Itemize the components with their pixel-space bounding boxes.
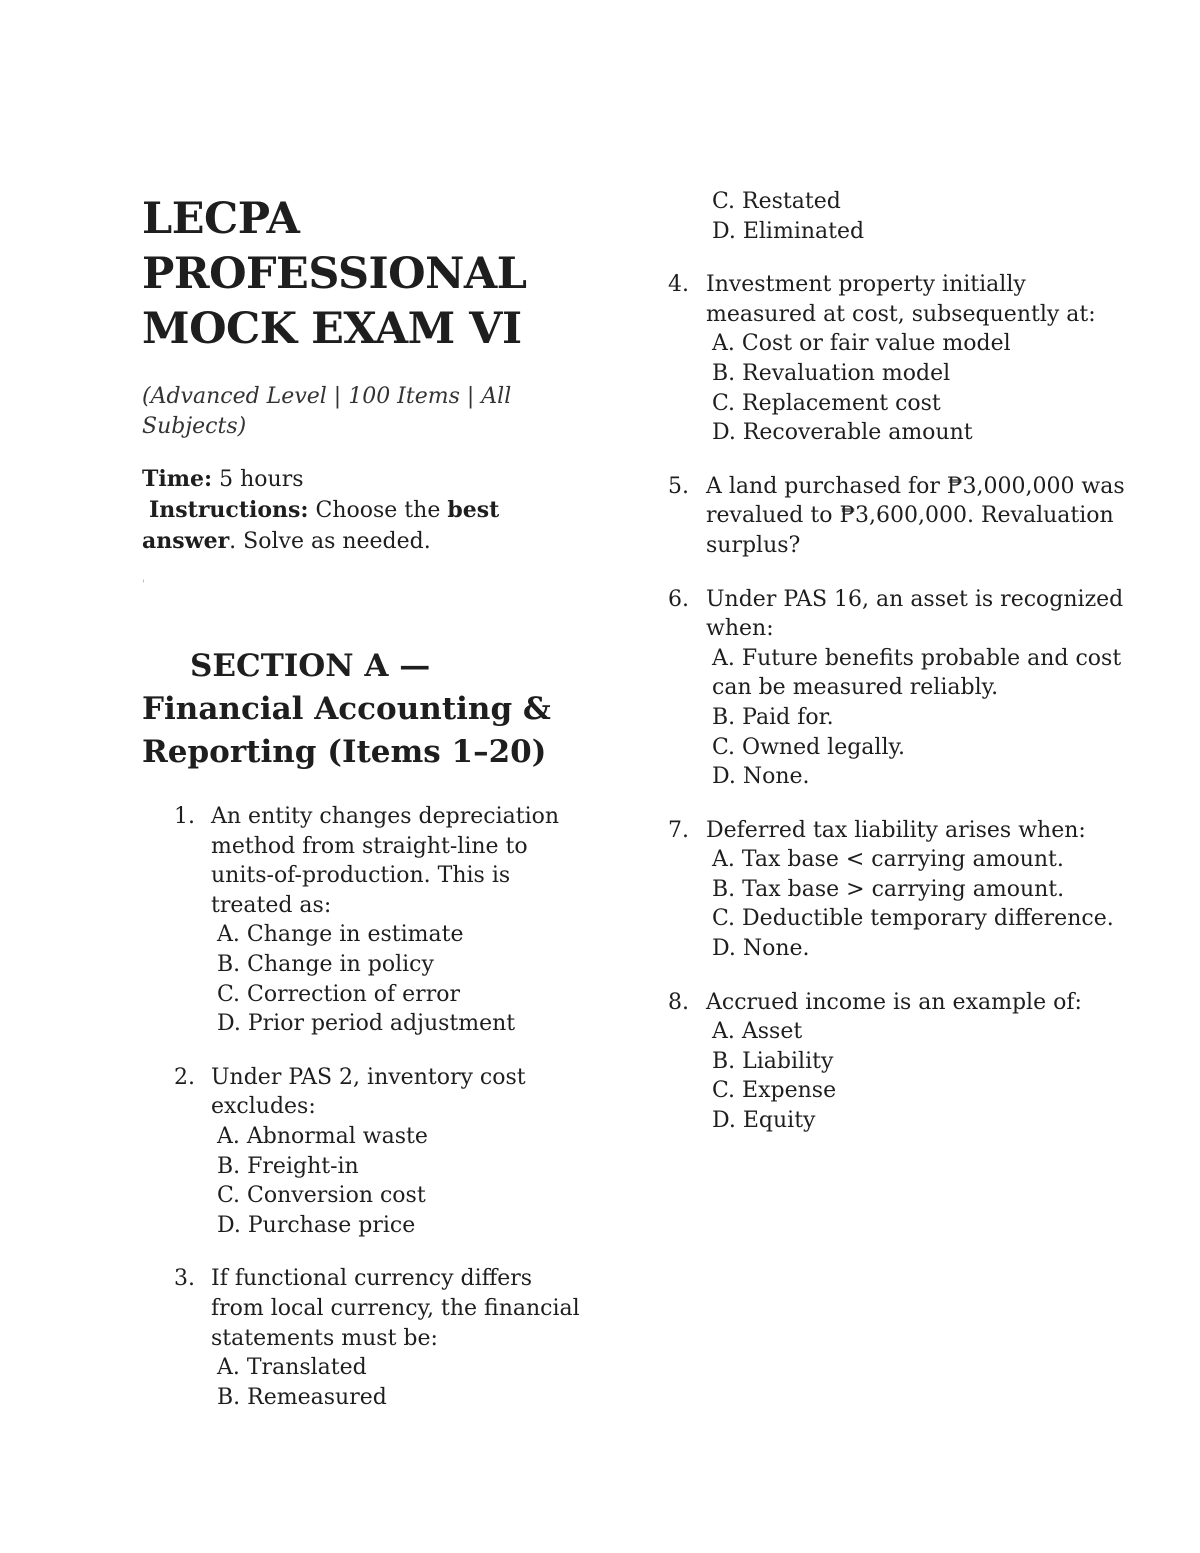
answer-option: B. Tax base > carrying amount. — [712, 876, 1065, 902]
question-text: An entity changes depreciation method from straight-line to units-of-production. This is treated as: — [211, 804, 560, 918]
answer-option: A. Abnormal waste — [217, 1123, 428, 1149]
question-text: Under PAS 2, inventory cost excludes: — [211, 1064, 526, 1120]
question-number: 4. — [668, 272, 689, 298]
answer-option: C. Deductible temporary difference. — [712, 906, 1114, 932]
question-number: 8. — [668, 989, 689, 1015]
instructions-line — [142, 495, 582, 557]
right-column — [668, 187, 1138, 1160]
exam-title — [142, 192, 582, 357]
question-item — [668, 816, 1138, 964]
answer-option: D. Recoverable amount — [712, 420, 973, 446]
time-value: 5 hours — [212, 467, 304, 492]
question-item — [668, 585, 1138, 792]
question-text: A land purchased for ₱3,000,000 was revalued to ₱3,600,000. Revaluation surplus? — [706, 473, 1125, 558]
answer-option: D. Eliminated — [712, 218, 865, 244]
answer-option: A. Cost or fair value model — [712, 331, 1011, 357]
section-heading — [142, 645, 582, 774]
question-number: 6. — [668, 586, 689, 612]
stray-mark: ' — [142, 579, 145, 590]
answer-option: C. Restated — [712, 189, 841, 214]
title-line: PROFESSIONAL — [142, 249, 527, 299]
question-text: If functional currency differs from local currency, the financial statements must be: — [211, 1266, 580, 1351]
question-item — [142, 802, 582, 1039]
question-item — [668, 472, 1138, 561]
question-list — [142, 802, 582, 1412]
exam-meta — [142, 464, 582, 557]
question-number: 5. — [668, 473, 689, 499]
left-column — [142, 192, 582, 1436]
question-number: 1. — [174, 804, 195, 829]
section-heading-line: Reporting (Items 1–20) — [142, 734, 547, 770]
question-number: 3. — [174, 1266, 195, 1292]
question-text: Deferred tax liability arises when: — [706, 817, 1086, 843]
instructions-emphasis: answer — [142, 528, 230, 554]
section-heading-line: SECTION A — — [190, 648, 431, 684]
answer-option: B. Revaluation model — [712, 360, 951, 386]
answer-option: B. Remeasured — [217, 1384, 387, 1410]
answer-option: B. Freight-in — [217, 1153, 359, 1179]
answer-option: D. Purchase price — [217, 1212, 416, 1238]
answer-option: C. Conversion cost — [217, 1183, 426, 1209]
answer-option: B. Liability — [712, 1048, 834, 1074]
question-number: 7. — [668, 817, 689, 843]
answer-option: D. Prior period adjustment — [217, 1011, 516, 1037]
answer-option: A. Future benefits probable and cost can be measured reliably. — [712, 645, 1122, 701]
answer-option: A. Tax base < carrying amount. — [712, 847, 1064, 873]
question-continuation — [668, 187, 1138, 246]
answer-option: A. Asset — [712, 1019, 803, 1045]
question-text: Accrued income is an example of: — [706, 989, 1082, 1015]
time-label: Time: — [142, 466, 213, 492]
answer-option: B. Change in policy — [217, 951, 434, 977]
answer-option: A. Change in estimate — [217, 922, 464, 948]
section-heading-line: Financial Accounting & — [142, 691, 551, 727]
question-item — [142, 1063, 582, 1241]
instructions-label: Instructions: — [149, 497, 309, 523]
time-line — [142, 464, 582, 495]
answer-option: D. None. — [712, 764, 810, 790]
answer-option: C. Correction of error — [217, 981, 460, 1007]
answer-option: B. Paid for. — [712, 704, 834, 730]
answer-option: C. Expense — [712, 1078, 837, 1104]
answer-option: D. None. — [712, 936, 810, 962]
exam-subtitle: (Advanced Level | 100 Items | All Subjects) — [142, 384, 512, 439]
answer-option: D. Equity — [712, 1108, 816, 1134]
answer-option: C. Owned legally. — [712, 734, 905, 760]
title-line: MOCK EXAM VI — [142, 304, 522, 354]
answer-option: C. Replacement cost — [712, 390, 941, 416]
question-item — [142, 1264, 582, 1412]
question-list — [668, 270, 1138, 1135]
title-line: LECPA — [142, 194, 300, 244]
instructions-text: Choose the — [308, 498, 448, 523]
instructions-text: . Solve as needed. — [229, 529, 431, 554]
question-number: 2. — [174, 1064, 195, 1090]
question-item — [668, 270, 1138, 448]
answer-option: A. Translated — [217, 1355, 367, 1381]
question-text: Under PAS 16, an asset is recognized when: — [706, 586, 1124, 642]
question-item — [668, 988, 1138, 1136]
instructions-emphasis: best — [447, 497, 500, 523]
question-text: Investment property initially measured at cost, subsequently at: — [706, 272, 1096, 327]
